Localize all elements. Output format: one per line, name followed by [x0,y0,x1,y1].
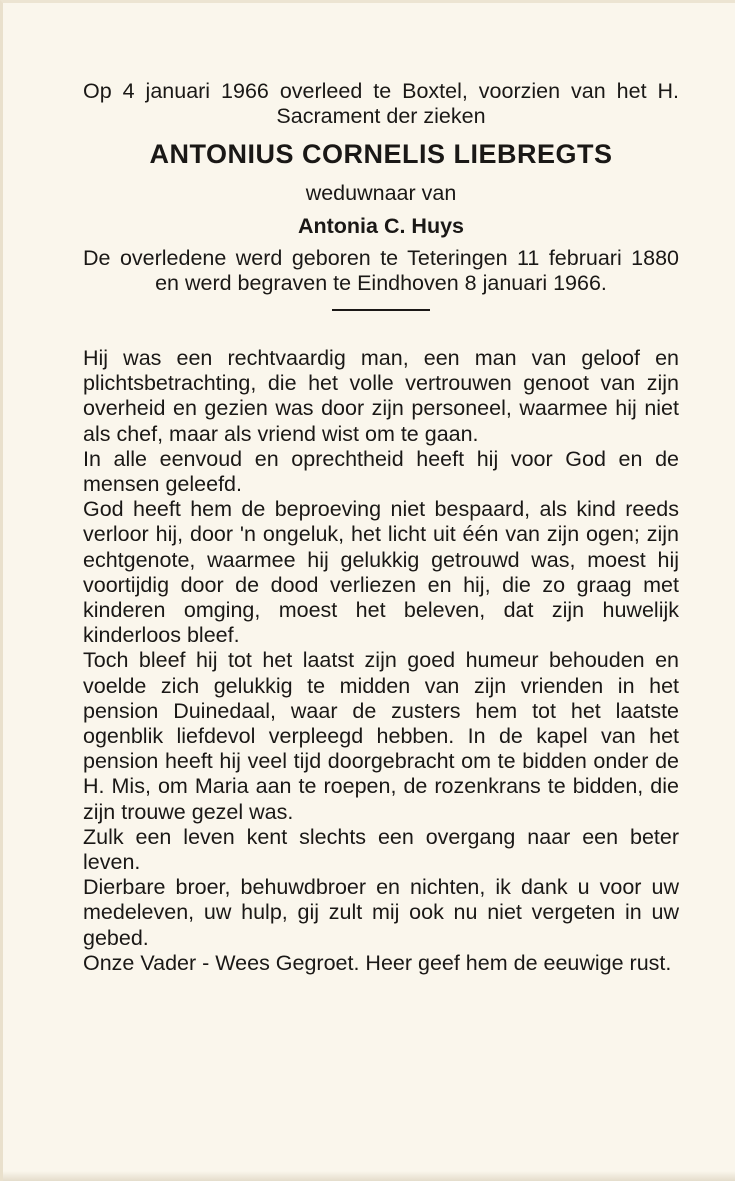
prayer-line: Onze Vader - Wees Gegroet. Heer geef hem de eeuwige rust. [83,950,672,975]
paragraph: Zulk een leven kent slechts een overgang naar een beter leven. [83,824,679,875]
birth-burial-text: De overledene werd geboren te Teteringen 11 februari 1880 en werd begraven te Eindhoven 8 januari 1966. [83,246,679,295]
paragraph: Toch bleef hij tot het laatst zijn goed humeur behouden en voelde zich gelukkig te midden van zijn vrienden in het pension Duinedaal, waar de zusters hem tot het laatste ogenblik liefdevol verpleegd hebben. In de kapel van het pension heeft hij veel tijd doorgebracht om te bidden onder de H. Mis, om Maria aan te roepen, de rozenkrans te bidden, die zijn trouwe gezel was. [83,648,679,824]
card-header [83,79,679,311]
paragraph: Hij was een rechtvaardig man, een man van geloof en plichtsbetrachting, die het volle vertrouwen genoot van zijn overheid en gezien was door zijn personeel, waarmee hij niet als chef, maar als vriend wist om te gaan. [83,346,679,446]
paragraph: God heeft hem de beproeving niet bespaard, als kind reeds verloor hij, door 'n ongeluk, het licht uit één van zijn ogen; zijn echtgenote, waarmee hij gelukkig getrouwd was, moest hij voortijdig door de dood verliezen en hij, die zo graag met kinderen omging, moest het beleven, dat zijn huwelijk kinderloos bleef. [83,497,679,648]
divider-rule [332,309,430,311]
death-announcement: Op 4 januari 1966 overleed te Boxtel, voorzien van het H. Sacrament der zieken [83,79,679,128]
paragraph: Dierbare broer, behuwdbroer en nichten, ik dank u voor uw medeleven, uw hulp, gij zult mij ook nu niet vergeten in uw gebed. [83,875,679,950]
relation-text: weduwnaar van [305,181,457,205]
paragraph: In alle eenvoud en oprechtheid heeft hij voor God en de mensen geleefd. [83,446,679,497]
spouse-name: Antonia C. Huys [297,214,465,238]
memorial-text [83,346,679,976]
deceased-name: ANTONIUS CORNELIS LIEBREGTS [149,139,613,169]
